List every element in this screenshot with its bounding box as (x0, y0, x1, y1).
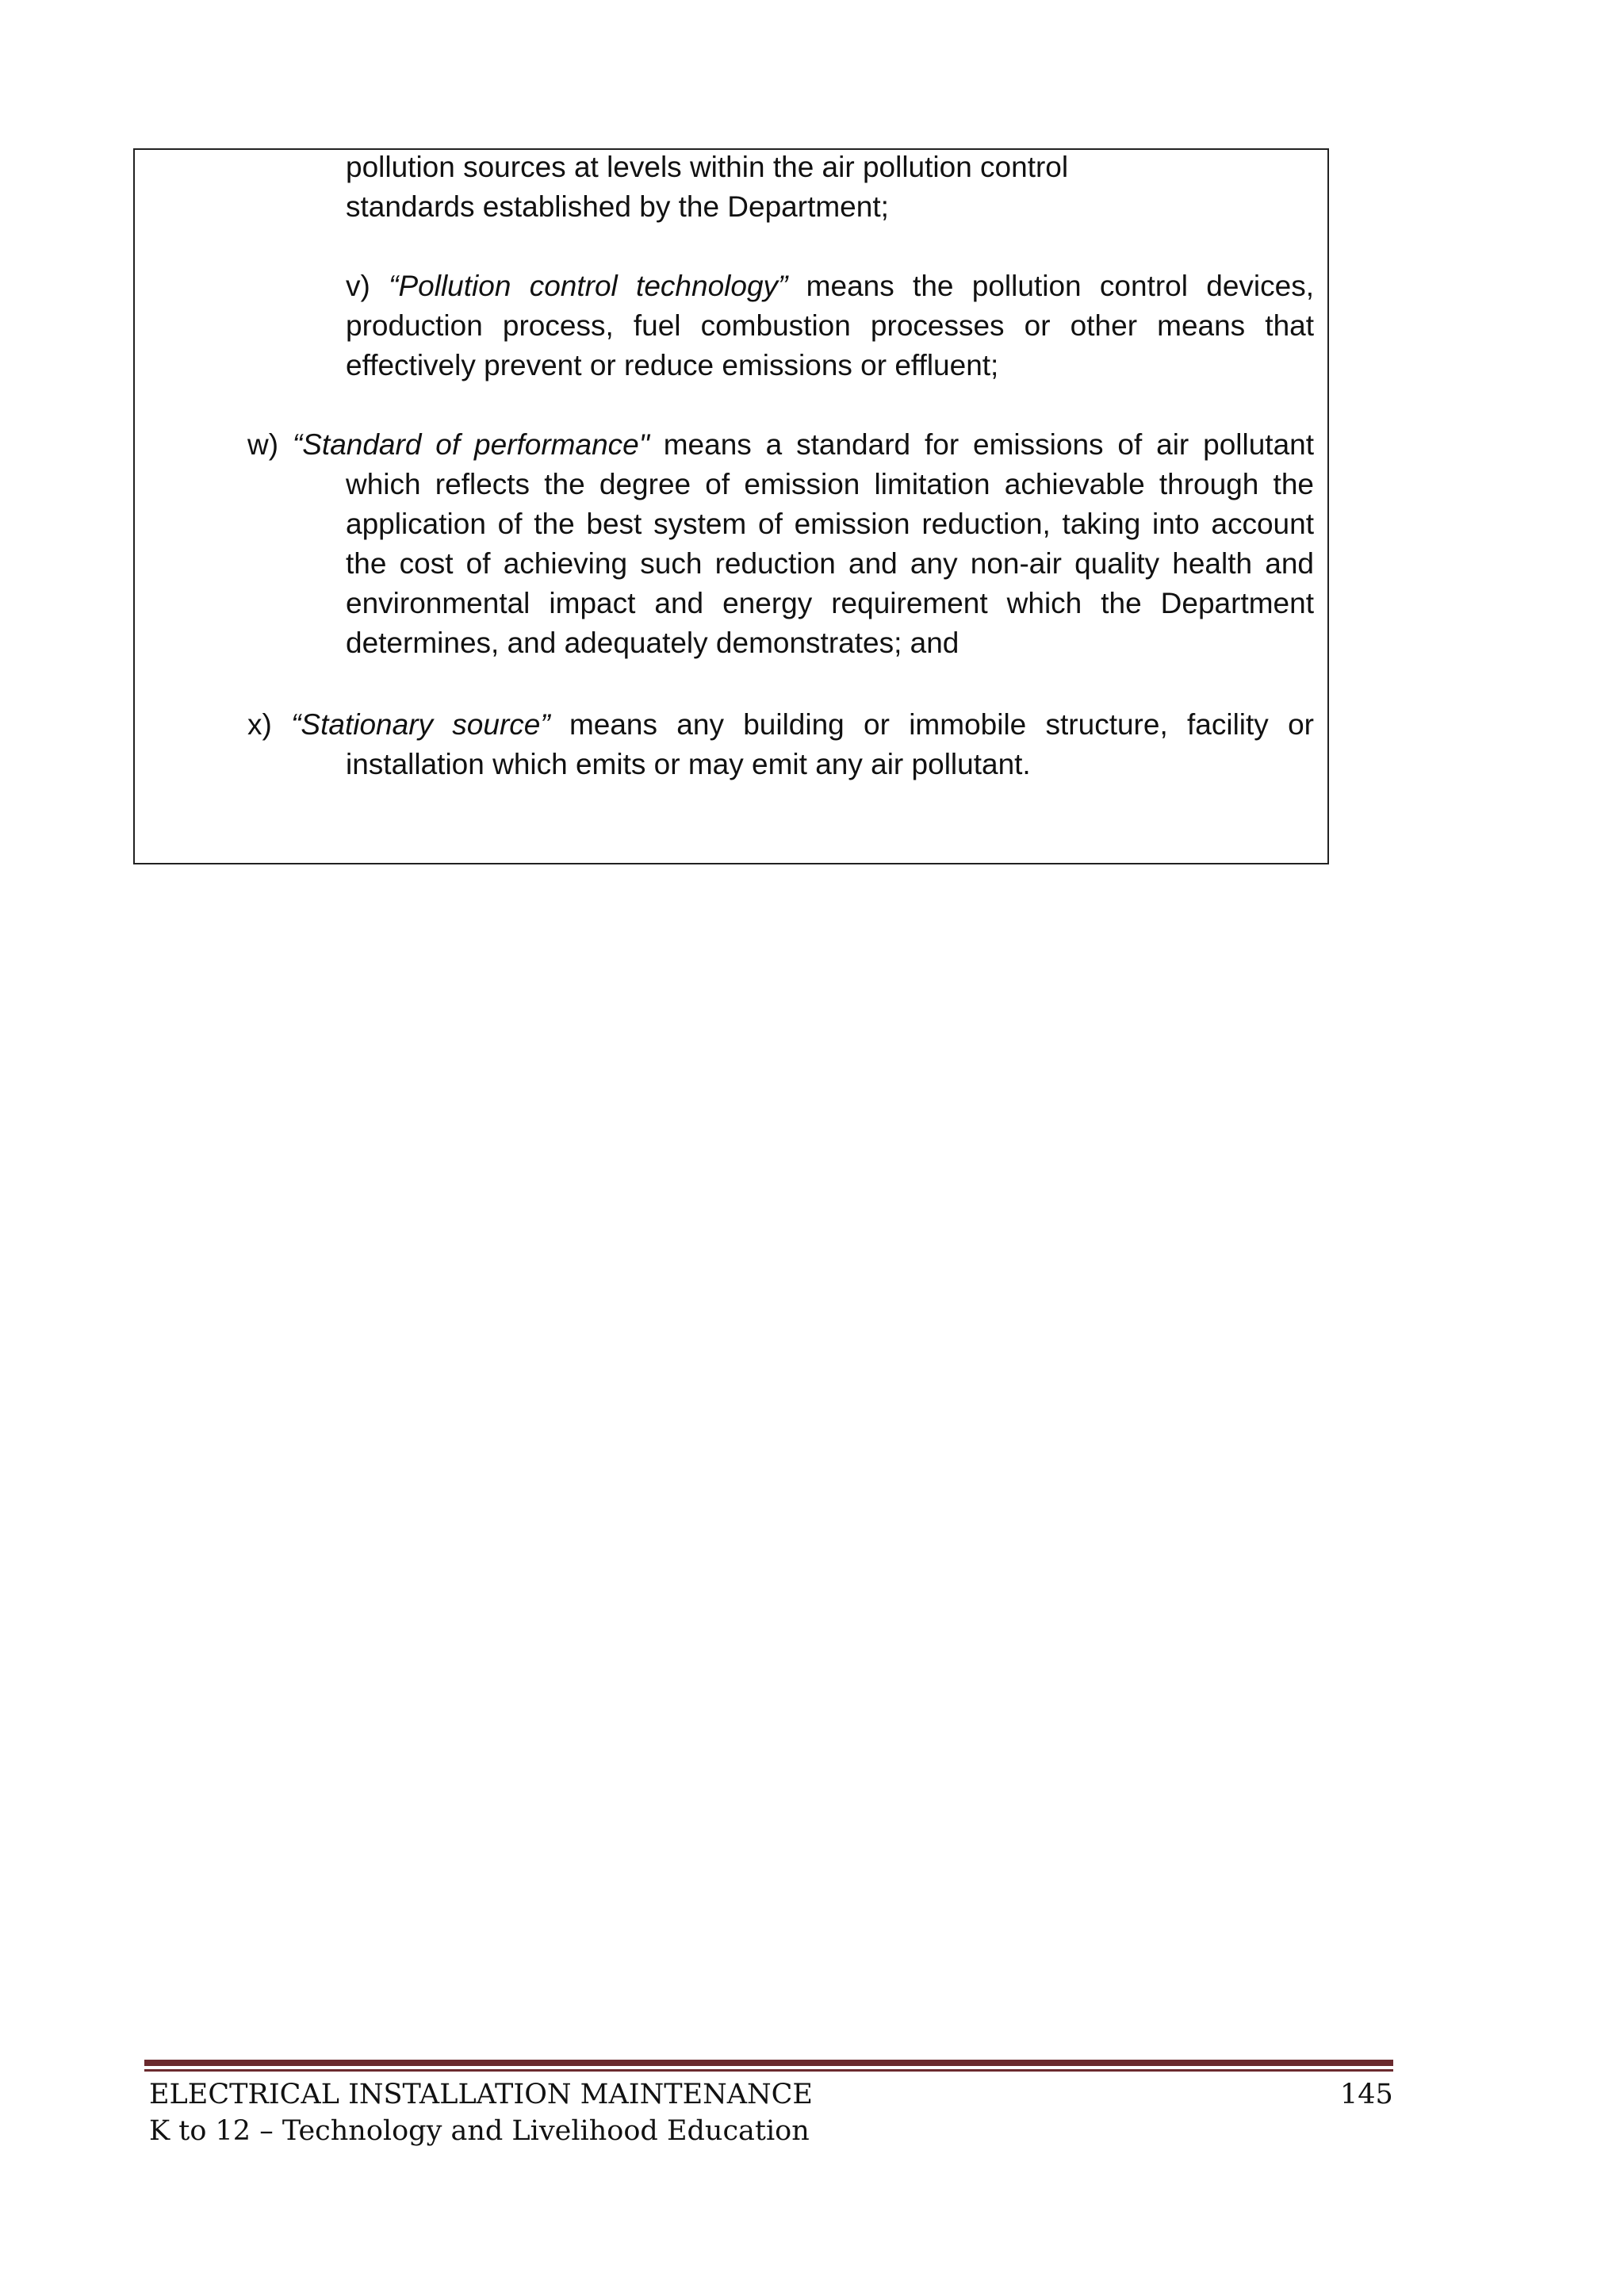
definition-x-text: means any building or immobile structure, facility or installation which emits or may emit any air pollutant. (346, 708, 1314, 780)
continuation-line-2: standards established by the Department; (346, 190, 889, 223)
footer-course-title: ELECTRICAL INSTALLATION MAINTENANCE (149, 2079, 813, 2110)
definition-x-term: “Stationary source” (291, 708, 550, 741)
definition-x-marker: x) (247, 708, 272, 741)
definition-w (247, 425, 1314, 663)
definition-v-text: means the pollution control devices, production process, fuel combustion processes or other means that effectively prevent or reduce emissions or effluent; (346, 270, 1315, 381)
definition-v-marker: v) (346, 270, 370, 302)
footer-rule-thin (144, 2069, 1393, 2072)
footer-rule (144, 2060, 1393, 2066)
definition-w-text: means a standard for emissions of air pollutant which reflects the degree of emission limitation achievable through the application of the best system of emission reduction, taking into account the cost of achieving such reduction and any non-air quality health and environmental impact and energy requirement which the Department determines, and adequately demonstrates; and (346, 428, 1314, 659)
definition-x (247, 705, 1314, 784)
continuation-line-1: pollution sources at levels within the air pollution control (346, 151, 1069, 183)
definition-w-marker: w) (247, 428, 279, 461)
definition-v (346, 266, 1314, 385)
page-number: 145 (1340, 2079, 1393, 2110)
definition-v-term: “Pollution control technology” (389, 270, 788, 302)
footer-subtitle: K to 12 – Technology and Livelihood Education (149, 2115, 810, 2147)
definition-w-term: “Standard of performance" (292, 428, 649, 461)
